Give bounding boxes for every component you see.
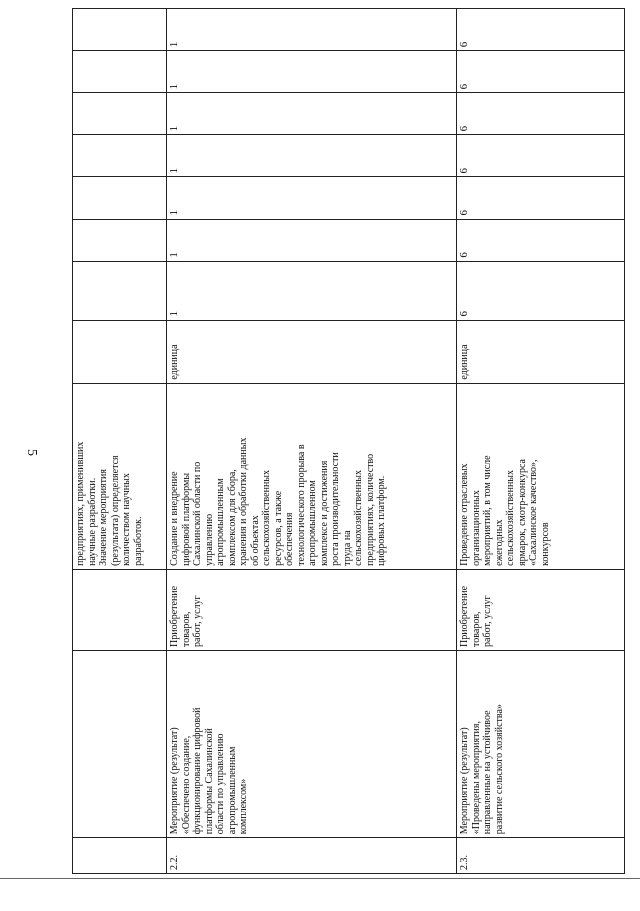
unit-cell: единица — [457, 320, 625, 383]
year-value: 1 — [167, 93, 457, 135]
year-value: 6 — [457, 177, 625, 219]
page-number: 5 — [24, 449, 39, 456]
measure-type — [73, 569, 167, 650]
table-row — [457, 9, 625, 874]
scan-edge-line — [0, 878, 640, 879]
row-number: 2.3. — [457, 838, 625, 874]
table-row — [73, 9, 167, 874]
measure-name — [73, 650, 167, 837]
year-value — [73, 93, 167, 135]
year-value — [73, 177, 167, 219]
measure-description: Проведение отраслевых организационных мероприятий, в том числе ежегодных сельскохозяйственных ярмарок, смотр-конкурса «Сахалинское качество», конкурсов — [457, 383, 625, 569]
measure-type: Приобретение товаров, работ, услуг — [457, 569, 625, 650]
measure-name: Мероприятие (результат) «Обеспечено создание, функционирование цифровой платформы Сахалинской области по управлению агропромышленным комплексом» — [167, 650, 457, 837]
row-number: 2.2. — [167, 838, 457, 874]
year-value — [73, 135, 167, 177]
measure-type: Приобретение товаров, работ, услуг — [167, 569, 457, 650]
unit-cell — [73, 320, 167, 383]
year-value: 6 — [457, 51, 625, 93]
year-value: 1 — [167, 177, 457, 219]
year-value: 1 — [167, 51, 457, 93]
measure-name: Мероприятие (результат) «Проведены мероприятия, направленные на устойчивое развитие сельского хозяйства» — [457, 650, 625, 837]
year-value — [73, 51, 167, 93]
row-number — [73, 838, 167, 874]
measure-description: Создание и внедрение цифровой платформы Сахалинской области по управлению агропромышленным комплексом для сбора, хранения и обработки данных об объектах сельскохозяйственных ресурсов, а также обеспечения технологического прорыва в агропромышленном комплексе и достижения роста производительности труда на сельскохозяйственных предприятиях, количество цифровых платформ. — [167, 383, 457, 569]
measures-table — [72, 8, 625, 874]
year-value: 1 — [167, 135, 457, 177]
unit-cell: единица — [167, 320, 457, 383]
year-value: 6 — [457, 9, 625, 51]
year-value: 6 — [457, 93, 625, 135]
year-value: 6 — [457, 219, 625, 261]
table-row — [167, 9, 457, 874]
year-value: 6 — [457, 135, 625, 177]
base-value: 6 — [457, 261, 625, 320]
year-value: 1 — [167, 9, 457, 51]
year-value — [73, 219, 167, 261]
measure-description: предприятиях, применивших научные разработки. Значение мероприятия (результата) определяется количеством научных разработок. — [73, 383, 167, 569]
base-value: 1 — [167, 261, 457, 320]
year-value — [73, 9, 167, 51]
base-value — [73, 261, 167, 320]
year-value: 1 — [167, 219, 457, 261]
rotated-table-container — [72, 8, 624, 874]
